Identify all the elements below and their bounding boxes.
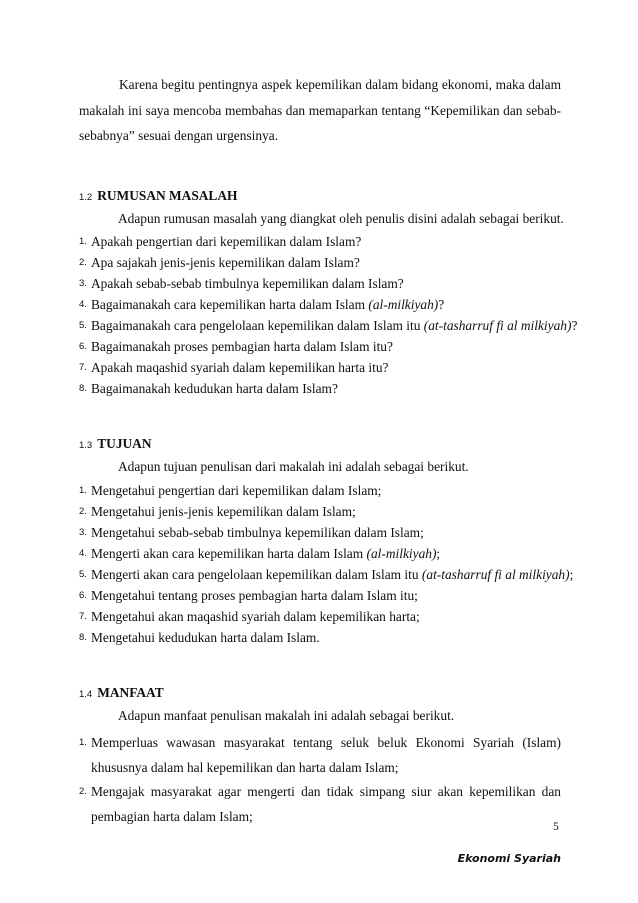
tujuan-list	[79, 480, 574, 648]
list-item: 6. Mengetahui tentang proses pembagian harta dalam Islam itu;	[79, 588, 418, 603]
section-intro: Adapun tujuan penulisan dari makalah ini adalah sebagai berikut.	[118, 459, 469, 474]
intro-paragraph: Karena begitu pentingnya aspek kepemilikan dalam bidang ekonomi, maka dalam makalah ini saya mencoba membahas dan memaparkan tentang “Kepemilikan dan sebab-sebabnya” sesuai dengan urgensinya.	[79, 77, 561, 143]
section-title: RUMUSAN MASALAH	[97, 188, 238, 203]
section-title: TUJUAN	[97, 436, 152, 451]
list-item: 6. Bagaimanakah proses pembagian harta dalam Islam itu?	[79, 339, 393, 354]
section-heading-tujuan	[79, 436, 152, 452]
list-item: 1. Apakah pengertian dari kepemilikan dalam Islam?	[79, 234, 362, 249]
list-item: 7. Mengetahui akan maqashid syariah dalam kepemilikan harta;	[79, 609, 420, 624]
list-item: 4. Bagaimanakah cara kepemilikan harta dalam Islam (al-milkiyah)?	[79, 297, 445, 312]
manfaat-list	[79, 731, 561, 829]
list-item: 1. Memperluas wawasan masyarakat tentang seluk beluk Ekonomi Syariah (Islam) khususnya dalam hal kepemilikan dan harta dalam Islam;	[79, 735, 561, 775]
list-item: 7. Apakah maqashid syariah dalam kepemilikan harta itu?	[79, 360, 389, 375]
section-number: 1.3	[79, 440, 93, 451]
footer-title: Ekonomi Syariah	[457, 852, 561, 865]
section-number: 1.2	[79, 192, 93, 203]
rumusan-list	[79, 231, 578, 399]
section-heading-manfaat	[79, 685, 164, 701]
list-item: 5. Mengerti akan cara pengelolaan kepemilikan dalam Islam itu (at-tasharruf fi al milkiyah);	[79, 567, 574, 582]
list-item: 2. Mengajak masyarakat agar mengerti dan tidak simpang siur akan kepemilikan dan pembagian harta dalam Islam;	[79, 784, 561, 824]
list-item: 2. Mengetahui jenis-jenis kepemilikan dalam Islam;	[79, 504, 356, 519]
list-item: 8. Bagaimanakah kedudukan harta dalam Islam?	[79, 381, 338, 396]
list-item: 4. Mengerti akan cara kepemilikan harta dalam Islam (al-milkiyah);	[79, 546, 441, 561]
section-intro: Adapun manfaat penulisan makalah ini adalah sebagai berikut.	[118, 708, 455, 723]
list-item: 3. Mengetahui sebab-sebab timbulnya kepemilikan dalam Islam;	[79, 525, 424, 540]
list-item: 5. Bagaimanakah cara pengelolaan kepemilikan dalam Islam itu (at-tasharruf fi al milkiyah)?	[79, 318, 578, 333]
list-item: 8. Mengetahui kedudukan harta dalam Islam.	[79, 630, 320, 645]
section-intro: Adapun rumusan masalah yang diangkat oleh penulis disini adalah sebagai berikut.	[118, 211, 564, 226]
section-title: MANFAAT	[97, 685, 164, 700]
page-number: 5	[553, 821, 559, 833]
list-item: 1. Mengetahui pengertian dari kepemilikan dalam Islam;	[79, 483, 382, 498]
list-item: 2. Apa sajakah jenis-jenis kepemilikan dalam Islam?	[79, 255, 360, 270]
section-number: 1.4	[79, 689, 93, 700]
list-item: 3. Apakah sebab-sebab timbulnya kepemilikan dalam Islam?	[79, 276, 404, 291]
section-heading-rumusan	[79, 188, 237, 204]
